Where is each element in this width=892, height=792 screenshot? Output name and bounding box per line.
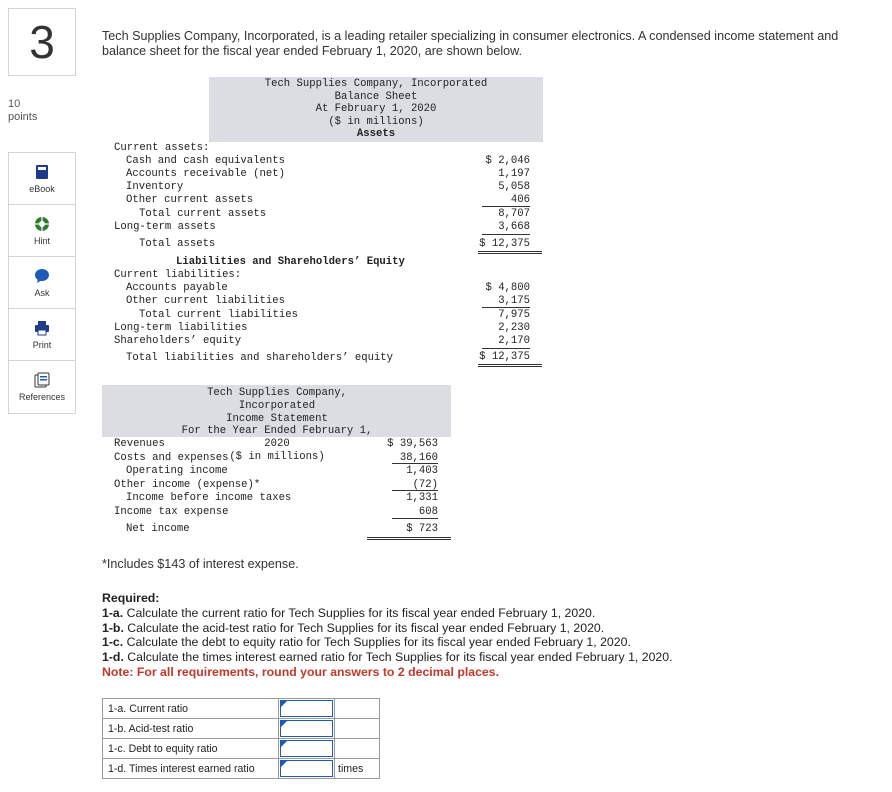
bs-liabilities-heading: Liabilities and Shareholders’ Equity <box>176 256 405 268</box>
is-row-label: Revenues <box>114 438 165 450</box>
bs-title-units: ($ in millions) <box>328 115 424 128</box>
rail-ebook-label: eBook <box>29 183 55 194</box>
requirement-text: Calculate the debt to equity ratio for Tech Supplies for its fiscal year ended February 1, 2020. <box>126 635 631 650</box>
required-heading: Required: <box>102 591 160 605</box>
points-indicator <box>8 98 37 124</box>
bs-row-label: Shareholders’ equity <box>114 335 242 347</box>
is-row-amount: 1,331 <box>406 492 438 504</box>
rail-ask-label: Ask <box>34 287 50 298</box>
bs-row-label: Cash and cash equivalents <box>126 155 285 167</box>
rail-hint-button[interactable] <box>9 205 75 257</box>
bs-subtotal-rule <box>482 307 530 308</box>
is-title-company: Tech Supplies Company, Incorporated <box>207 387 347 412</box>
rail-ebook-button[interactable] <box>9 153 75 205</box>
rail-references-label: References <box>18 392 66 402</box>
bs-subtotal-rule <box>482 348 530 349</box>
is-row-amount: (72) <box>412 479 438 491</box>
answer-row <box>103 739 380 759</box>
is-row-label: Net income <box>126 523 190 535</box>
is-subtotal-rule <box>392 518 438 519</box>
answer-label: 1-b. Acid-test ratio <box>103 719 279 739</box>
bs-row-label: Other current liabilities <box>126 295 285 307</box>
question-number: 3 <box>8 8 76 76</box>
bs-title-company: Tech Supplies Company, Incorporated <box>264 78 488 90</box>
answer-cell <box>279 759 335 779</box>
acid-test-ratio-input[interactable] <box>280 720 333 737</box>
requirement-text: Calculate the acid-test ratio for Tech Supplies for its fiscal year ended February 1, 2020. <box>127 620 605 635</box>
bs-row-amount: 1,197 <box>498 168 530 180</box>
chat-icon <box>34 268 50 284</box>
is-row-amount: 608 <box>418 506 438 518</box>
rail-references-button[interactable] <box>9 361 75 413</box>
footnote: *Includes $143 of interest expense. <box>102 557 299 571</box>
debt-to-equity-ratio-input[interactable] <box>280 740 333 757</box>
bs-row-label: Accounts receivable (net) <box>126 168 285 180</box>
requirement-item <box>102 621 882 636</box>
requirement-key: 1-a. <box>102 605 124 620</box>
bs-row-amount: 5,058 <box>498 181 530 193</box>
answer-unit <box>335 719 380 739</box>
answer-cell <box>279 699 335 719</box>
is-row-amount: $ 723 <box>406 523 438 535</box>
is-row-label: Costs and expenses <box>114 452 229 464</box>
is-row-label: Operating income <box>126 465 228 477</box>
is-total-double-rule <box>367 537 451 540</box>
bs-total-double-rule <box>478 364 542 367</box>
balance-sheet-header <box>209 77 543 142</box>
bs-row-amount: $ 12,375 <box>479 351 530 363</box>
bs-row-label: Accounts payable <box>126 282 228 294</box>
answer-row <box>103 719 380 739</box>
rail-print-button[interactable] <box>9 309 75 361</box>
bs-subtotal-rule <box>482 206 530 207</box>
references-icon <box>34 372 50 388</box>
bs-row-amount: 7,975 <box>498 309 530 321</box>
rail-print-label: Print <box>32 339 52 350</box>
requirement-item <box>102 650 882 665</box>
is-subtotal-rule <box>392 490 438 491</box>
is-row-label: Income tax expense <box>114 506 229 518</box>
is-row-label: Other income (expense)* <box>114 479 261 491</box>
bs-title-statement: Balance Sheet <box>334 90 418 103</box>
requirement-item <box>102 606 882 621</box>
bs-row-label: Other current assets <box>126 194 254 206</box>
question-intro: Tech Supplies Company, Incorporated, is a leading retailer specializing in consumer electronics. A condensed income statement and balance sheet for the fiscal year ended February 1, 2020, are shown below. <box>102 29 839 58</box>
is-row-amount: $ 39,563 <box>387 438 438 450</box>
bs-row-amount: $ 2,046 <box>485 155 530 167</box>
rail-ask-button[interactable] <box>9 257 75 309</box>
requirement-key: 1-c. <box>102 635 124 650</box>
book-icon <box>34 164 50 180</box>
is-title-period: For the Year Ended February 1, 2020 <box>181 425 373 451</box>
bs-row-amount: $ 12,375 <box>479 238 530 250</box>
is-row-amount: 1,403 <box>406 465 438 477</box>
answer-row <box>103 699 380 719</box>
times-interest-earned-input[interactable] <box>280 760 333 777</box>
current-ratio-input[interactable] <box>280 700 333 717</box>
requirement-item <box>102 635 882 650</box>
bs-row-amount: 2,230 <box>498 322 530 334</box>
bs-row-label: Total assets <box>139 238 216 250</box>
bs-title-date: At February 1, 2020 <box>315 103 437 116</box>
bs-row-amount: 8,707 <box>498 208 530 220</box>
bs-subtotal-rule <box>482 234 530 235</box>
bs-row-label: Total liabilities and shareholders’ equity <box>126 352 394 364</box>
requirement-text: Calculate the times interest earned ratio for Tech Supplies for its fiscal year ended February 1, 2020. <box>127 650 673 665</box>
answer-unit: times <box>335 759 380 779</box>
requirement-text: Calculate the current ratio for Tech Supplies for its fiscal year ended February 1, 2020. <box>126 605 596 620</box>
answer-label: 1-a. Current ratio <box>103 699 279 719</box>
is-title-units: ($ in millions) <box>229 450 325 463</box>
bs-row-label: Total current assets <box>139 208 267 220</box>
is-title-statement: Income Statement <box>226 412 328 425</box>
requirement-key: 1-b. <box>102 620 124 635</box>
rail-hint-label: Hint <box>33 235 50 246</box>
answer-label: 1-d. Times interest earned ratio <box>103 759 279 779</box>
requirement-key: 1-d. <box>102 650 124 665</box>
answer-cell <box>279 719 335 739</box>
answer-unit <box>335 739 380 759</box>
points-value: 10 <box>8 98 21 110</box>
bs-row-amount: 406 <box>510 194 530 206</box>
answer-row <box>103 759 380 779</box>
is-row-label: Income before income taxes <box>126 492 292 504</box>
bs-row-amount: 2,170 <box>498 335 530 347</box>
requirements-block <box>102 591 882 680</box>
is-row-amount: 38,160 <box>399 452 438 464</box>
bs-row-label: Long-term assets <box>114 221 216 233</box>
tool-rail <box>8 152 76 414</box>
rounding-note: Note: For all requirements, round your answers to 2 decimal places. <box>102 664 500 679</box>
bs-row-label: Current liabilities: <box>114 269 242 281</box>
is-subtotal-rule <box>392 463 438 464</box>
bs-total-double-rule <box>478 251 542 254</box>
bs-row-label: Current assets: <box>114 142 210 154</box>
bs-row-amount: $ 4,800 <box>485 282 530 294</box>
bs-row-label: Total current liabilities <box>139 309 298 321</box>
answer-cell <box>279 739 335 759</box>
bs-assets-heading: Assets <box>356 128 396 141</box>
hint-icon <box>34 216 50 232</box>
answer-table <box>102 698 380 779</box>
print-icon <box>34 320 50 336</box>
answer-unit <box>335 699 380 719</box>
bs-row-label: Long-term liabilities <box>114 322 248 334</box>
points-label: points <box>8 111 38 123</box>
answer-label: 1-c. Debt to equity ratio <box>103 739 279 759</box>
bs-row-amount: 3,668 <box>498 221 530 233</box>
bs-row-amount: 3,175 <box>498 295 530 307</box>
bs-row-label: Inventory <box>126 181 184 193</box>
